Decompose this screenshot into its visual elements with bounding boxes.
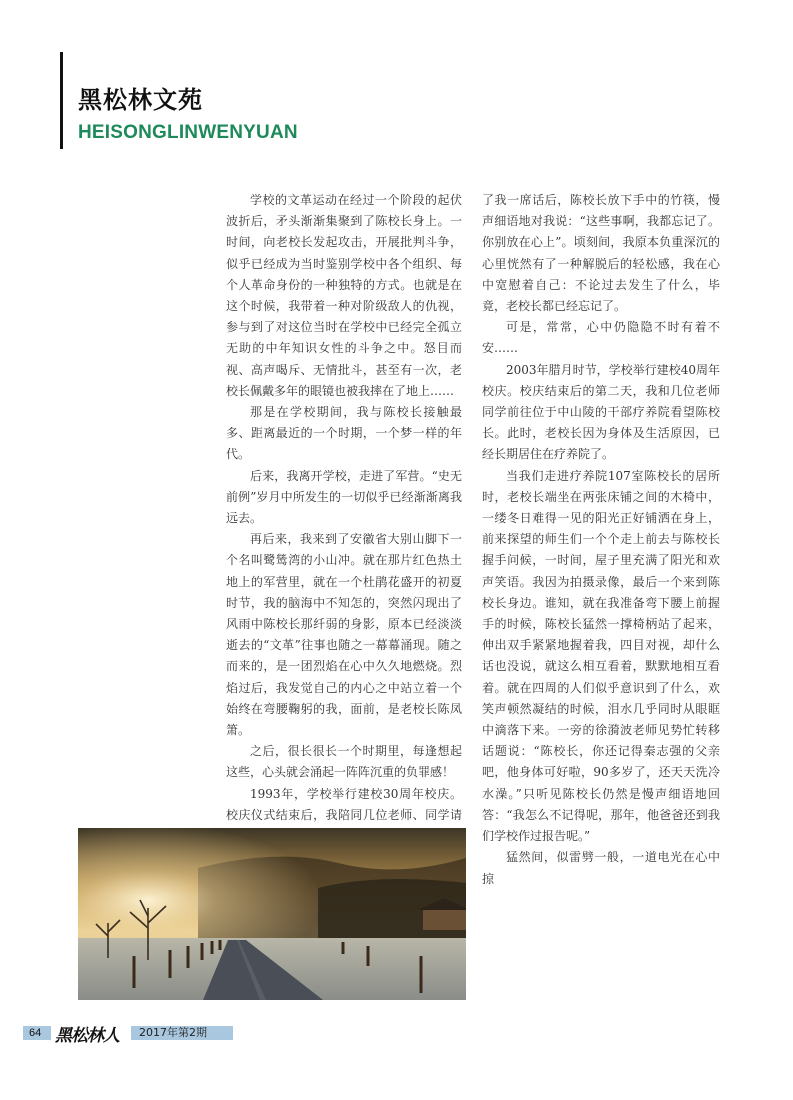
paragraph: 再后来，我来到了安徽省大别山脚下一个名叫鹭鸶湾的小山冲。就在那片红色热土地上的军营里，就在一个杜鹃花盛开的初夏时节，我的脑海中不知怎的，突然闪现出了风雨中陈校长那纤弱的身影，原本已经淡淡逝去的“文革”往事也随之一幕幕涌现。随之而来的，是一团烈焰在心中久久地燃烧。烈焰过后，我发觉自己的内心之中站立着一个始终在弯腰鞠躬的我，面前，是老校长陈凤箫。	[226, 532, 462, 738]
section-subtitle: HEISONGLINWENYUAN	[78, 122, 298, 143]
article-column-left	[226, 190, 462, 911]
paragraph-continuation: 了我一席话后，陈校长放下手中的竹筷，慢声细语地对我说：“这些事啊，我都忘记了。你别放在心上”。顷刻间，我原本负重深沉的心里恍然有了一种解脱后的轻松感，我在心中宽慰着自己：不论过去发生了什么，毕竟，老校长都已经忘记了。	[482, 193, 720, 314]
header-accent-bar	[60, 52, 63, 149]
issue-label: 2017年第2期	[139, 1026, 207, 1039]
section-title: 黑松林文苑	[78, 86, 203, 114]
photo-illustration	[78, 828, 466, 1000]
paragraph: 猛然间，似雷劈一般，一道电光在心中掠	[482, 850, 720, 886]
magazine-logo: 黑松林人	[55, 1026, 119, 1046]
page-footer	[23, 1026, 233, 1046]
paragraph: 后来，我离开学校，走进了军营。“史无前例”岁月中所发生的一切似乎已经渐渐离我远去。	[226, 468, 462, 526]
paragraph: 2003年腊月时节，学校举行建校40周年校庆。校庆结束后的第二天，我和几位老师同学前往位于中山陵的干部疗养院看望陈校长。此时，老校长因为身体及生活原因，已经长期居住在疗养院了。	[482, 362, 720, 462]
article-column-right	[482, 190, 720, 890]
paragraph: 学校的文革运动在经过一个阶段的起伏波折后，矛头渐渐集聚到了陈校长身上。一时间，向老校长发起攻击，开展批判斗争，似乎已经成为当时鉴别学校中各个组织、每个人革命身份的一种独特的方式。也就是在这个时候，我带着一种对阶级敌人的仇视，参与到了对这位当时在学校中已经完全孤立无助的中年知识女性的斗争之中。怒目而视、高声喝斥、无情批斗，甚至有一次，老校长佩戴多年的眼镜也被我摔在了地上……	[226, 193, 462, 398]
paragraph: 之后，很长很长一个时期里，每逢想起这些，心头就会涌起一阵阵沉重的负罪感！	[226, 744, 462, 780]
misty-road-photo	[78, 828, 466, 1000]
paragraph: 当我们走进疗养院107室陈校长的居所时，老校长端坐在两张床铺之间的木椅中，一缕冬日难得一见的阳光正好铺洒在身上，前来探望的师生们一个个走上前去与陈校长握手问候，一时间，屋子里充满了阳光和欢声笑语。我因为拍摄录像，最后一个来到陈校长身边。谁知，就在我准备弯下腰上前握手的时候，陈校长猛然一撑椅柄站了起来，伸出双手紧紧地握着我，四目对视，却什么话也没说，就这么相互看着，默默地相互看着。就在四周的人们似乎意识到了什么，欢笑声顿然凝结的时候，泪水几乎同时从眼眶中滴落下来。一旁的徐漪波老师见势忙转移话题说：“陈校长，你还记得秦志强的父亲吧，他身体可好啦，90多岁了，还天天洗冷水澡。”只听见陈校长仍然是慢声细语地回答：“我怎么不记得呢，那年，他爸爸还到我们学校作过报告呢。”	[482, 468, 720, 844]
paragraph: 1993年，学校举行建校30周年校庆。校庆仪式结束后，我陪同几位老师、同学请	[226, 786, 462, 822]
paragraph: 可是，常常，心中仍隐隐不时有着不安……	[482, 320, 720, 356]
page-number: 64	[29, 1027, 42, 1039]
paragraph: 那是在学校期间，我与陈校长接触最多、距离最近的一个时期，一个梦一样的年代。	[226, 405, 462, 462]
